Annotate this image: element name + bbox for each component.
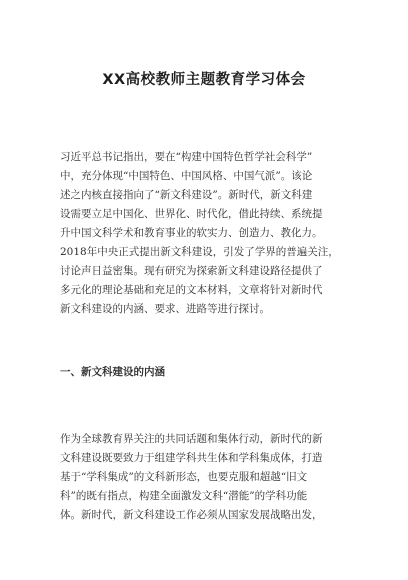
- section-heading: 一、新文科建设的内涵: [60, 366, 165, 378]
- paragraph-line: 讨论声日益密集。现有研究为探索新文科建设路径提供了: [60, 265, 323, 277]
- paragraph-section1: [60, 430, 368, 525]
- paragraph-line: 述之内核直接指向了“新文科建设”。新时代，新文科建: [60, 189, 313, 201]
- paragraph-line: 基于“学科集成”的文科新形态，也要克服和超越“旧文: [60, 471, 308, 483]
- paragraph-line: 科”的既有指点，构建全面激发文科“潜能”的学科功能: [60, 490, 308, 502]
- document-title: XX高校教师主题教育学习体会: [102, 72, 306, 88]
- paragraph-line: 升中国文科学术和教育事业的软实力、创造力、教化力。: [60, 227, 323, 239]
- paragraph-intro: [60, 148, 368, 319]
- paragraph-line: 中，充分体现“中国特色、中国风格、中国气派”。该论: [60, 170, 313, 182]
- paragraph-line: 新文科建设的内涵、要求、进路等进行探讨。: [60, 303, 270, 315]
- paragraph-line: 文科建设既要致力于组建学科共生体和学科集成体，打造: [60, 452, 323, 464]
- paragraph-line: 2018年中央正式提出新文科建设，引发了学界的普遍关注，: [60, 246, 339, 258]
- paragraph-line: 体。新时代，新文科建设工作必须从国家发展战略出发，: [60, 509, 323, 521]
- paragraph-line: 习近平总书记指出，要在“构建中国特色哲学社会科学”: [60, 151, 313, 163]
- paragraph-line: 设需要立足中国化、世界化、时代化，借此持续、系统提: [60, 208, 323, 220]
- paragraph-line: 多元化的理论基础和充足的文本材料，文章将针对新时代: [60, 284, 323, 296]
- paragraph-line: 作为全球教育界关注的共同话题和集体行动，新时代的新: [60, 433, 323, 445]
